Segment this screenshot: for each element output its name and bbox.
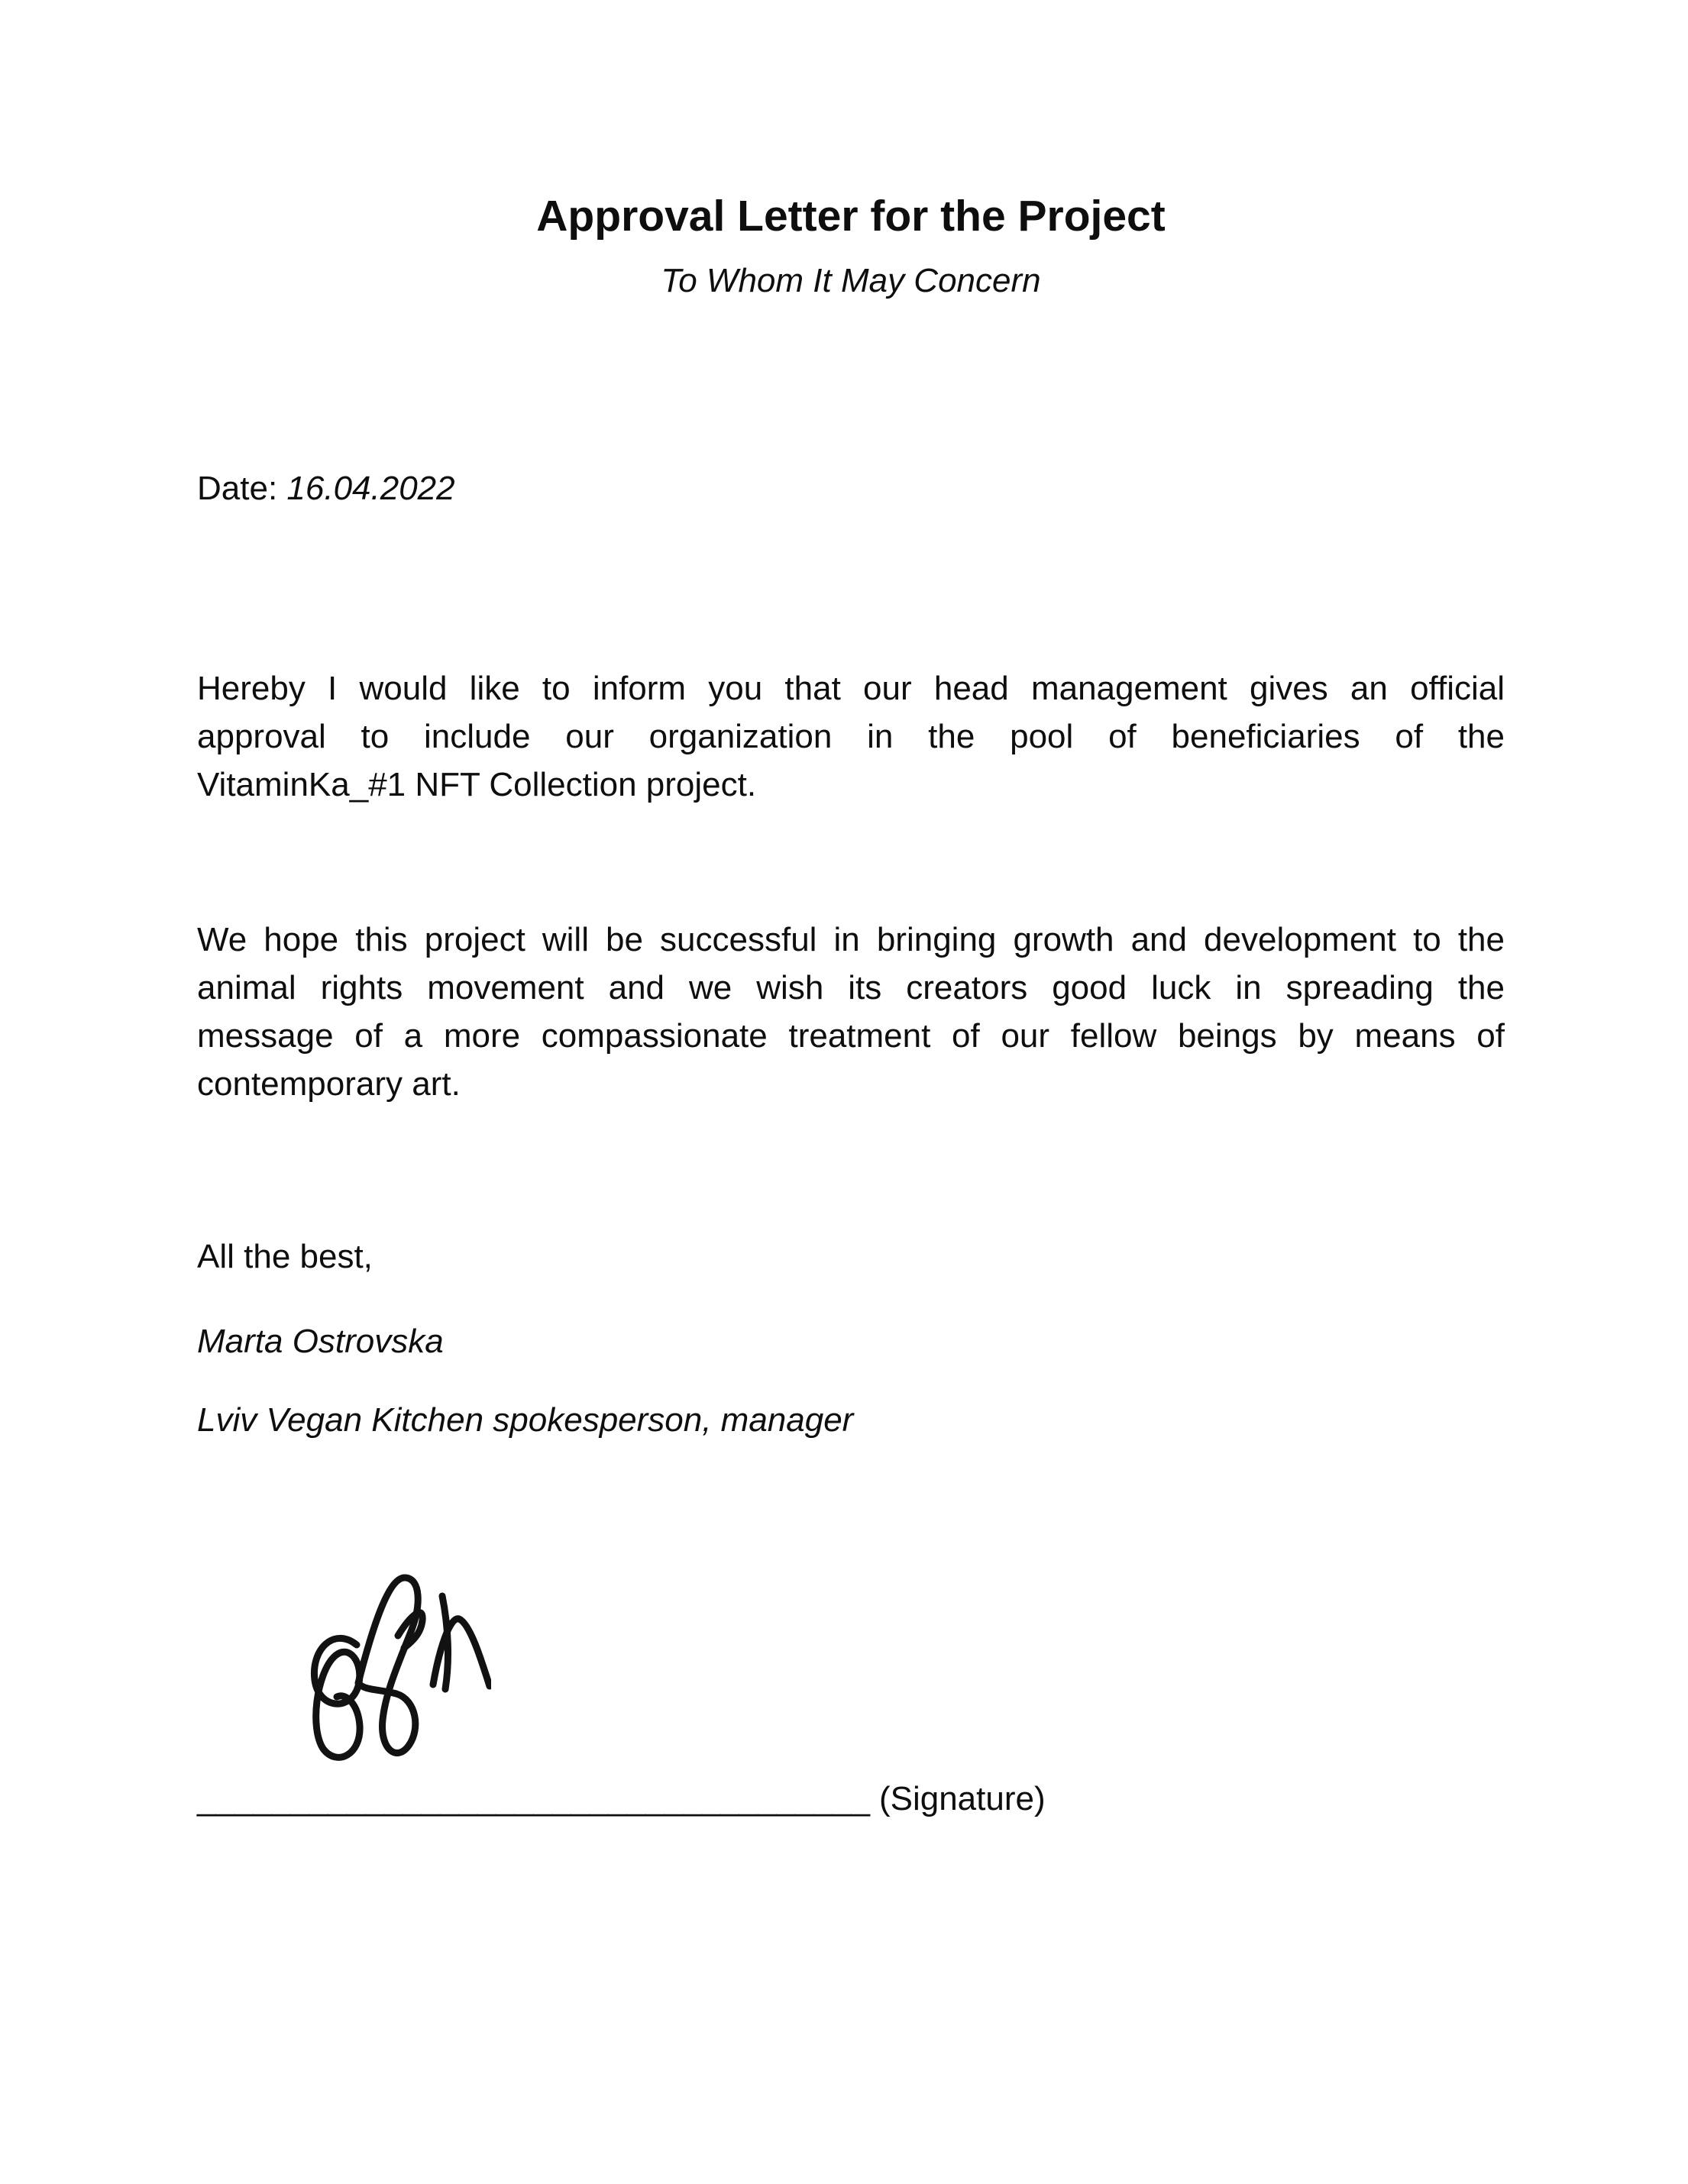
paragraph-line: approval to include our organization in the pool of beneficiaries of the: [197, 718, 1505, 755]
page-title: Approval Letter for the Project: [536, 192, 1166, 241]
signature-label: (Signature): [878, 1780, 1046, 1817]
paragraph-line: contemporary art.: [197, 1065, 461, 1103]
paragraph-line: animal rights movement and we wish its creators good luck in spreading the: [197, 969, 1505, 1006]
signature-line: ____________________________________: [197, 1780, 870, 1817]
paragraph-line: message of a more compassionate treatment of our fellow beings by means of: [197, 1017, 1505, 1055]
signature-line-row: [197, 1775, 1505, 1823]
paragraph-line: We hope this project will be successful in bringing growth and development to the: [197, 921, 1505, 958]
closing-salutation: All the best,: [197, 1238, 373, 1275]
date-value: 16.04.2022: [286, 470, 455, 507]
signature-scribble-icon: [308, 1570, 491, 1761]
signer-name: Marta Ostrovska: [197, 1323, 444, 1360]
date-label: Date:: [197, 470, 278, 507]
body-paragraph-2: [197, 916, 1505, 1108]
page-subtitle: To Whom It May Concern: [661, 262, 1041, 299]
signer-role: Lviv Vegan Kitchen spokesperson, manager: [197, 1401, 854, 1439]
body-paragraph-1: [197, 664, 1505, 809]
paragraph-line: Hereby I would like to inform you that our head management gives an official: [197, 670, 1505, 707]
date-line: [197, 464, 1505, 512]
paragraph-line: VitaminKa_#1 NFT Collection project.: [197, 766, 757, 803]
